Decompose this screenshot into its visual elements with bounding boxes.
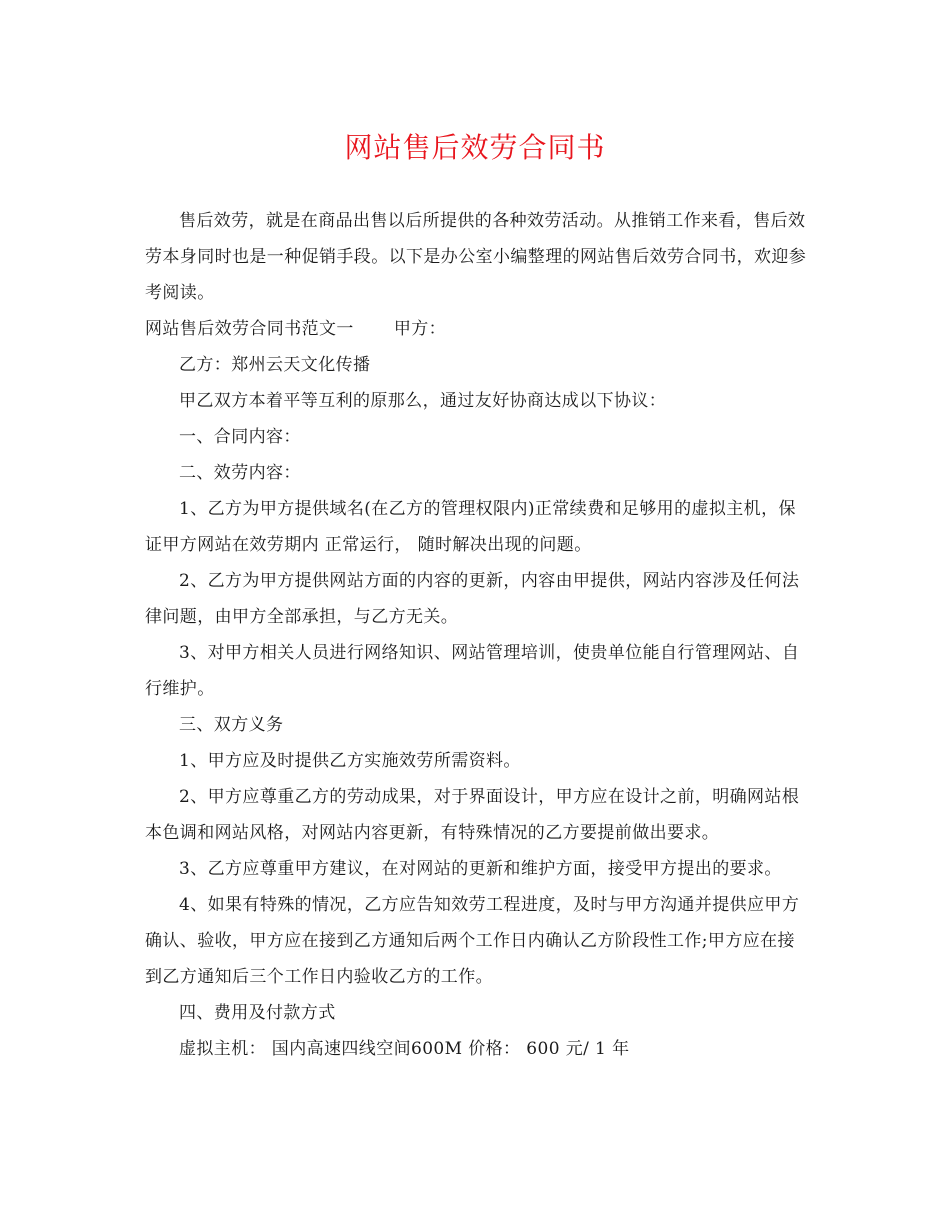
section-heading-services: 二、效劳内容： [179, 463, 301, 483]
agreement-paragraph: 甲乙双方本着平等互利的原那么，通过友好协商达成以下协议： [179, 391, 667, 411]
duty-item-2: 2、甲方应尊重乙方的劳动成果，对于界面设计，甲方应在设计之前，明确网站根本色调和网站风格，对网站内容更新，有特殊情况的乙方要提前做出要求。 [145, 787, 800, 843]
duty-item-1: 1、甲方应及时提供乙方实施效劳所需资料。 [179, 751, 521, 771]
document-body [145, 203, 810, 1067]
sample-heading-line [145, 311, 810, 347]
duty-item-3: 3、乙方应尊重甲方建议，在对网站的更新和维护方面，接受甲方提出的要求。 [179, 859, 782, 879]
section-heading-duties: 三、双方义务 [179, 715, 284, 735]
service-item-2: 2、乙方为甲方提供网站方面的内容的更新，内容由甲提供，网站内容涉及任何法律问题，由甲方全部承担，与乙方无关。 [145, 571, 800, 627]
party-b-line: 乙方：郑州云天文化传播 [179, 355, 371, 375]
section-heading-contract: 一、合同内容： [179, 427, 301, 447]
hosting-price-line: 虚拟主机： 国内高速四线空间600M 价格： 600 元/ 1 年 [179, 1039, 630, 1059]
service-item-3: 3、对甲方相关人员进行网络知识、网站管理培训，使贵单位能自行管理网站、自行维护。 [145, 643, 800, 699]
intro-paragraph: 售后效劳，就是在商品出售以后所提供的各种效劳活动。从推销工作来看，售后效劳本身同时也是一种促销手段。以下是办公室小编整理的网站售后效劳合同书，欢迎参考阅读。 [145, 211, 807, 303]
party-a-label: 甲方： [393, 319, 447, 339]
service-item-1: 1、乙方为甲方提供域名(在乙方的管理权限内)正常续费和足够用的虚拟主机，保证甲方网站在效劳期内 正常运行， 随时解决出现的问题。 [145, 499, 796, 555]
section-heading-fees: 四、费用及付款方式 [179, 1003, 336, 1023]
document-title: 网站售后效劳合同书 [344, 131, 606, 164]
duty-item-4: 4、如果有特殊的情况，乙方应告知效劳工程进度，及时与甲方沟通并提供应甲方确认、验收，甲方应在接到乙方通知后两个工作日内确认乙方阶段性工作;甲方应在接到乙方通知后三个工作日内验收乙方的工作。 [145, 895, 800, 987]
sample-heading: 网站售后效劳合同书范文一 [145, 319, 354, 339]
